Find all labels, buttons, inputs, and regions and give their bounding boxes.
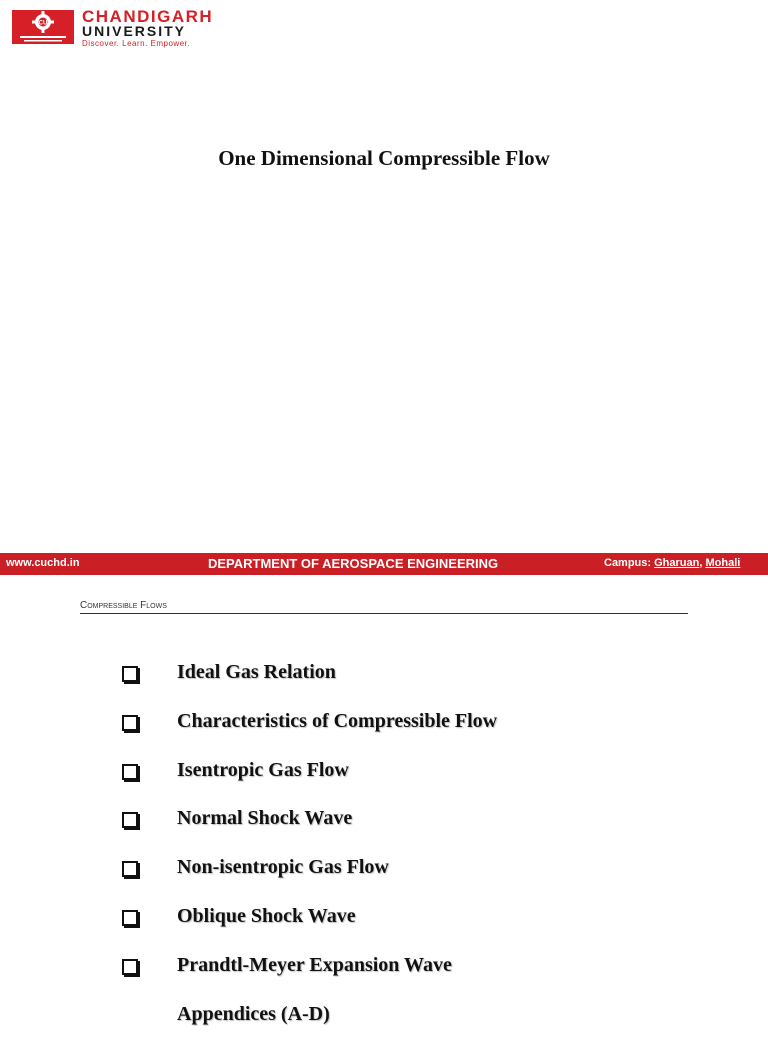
campus-place-1: Gharuan <box>654 557 700 569</box>
campus-separator: , <box>699 557 703 569</box>
university-logo <box>12 7 332 48</box>
logo-emblem <box>12 10 74 44</box>
list-item-label: Appendices (A-D) <box>177 1002 330 1025</box>
checkbox-bullet-icon <box>122 910 138 926</box>
logo-line1: CHANDIGARH <box>82 7 214 26</box>
list-item-label: Normal Shock Wave <box>177 807 353 830</box>
footer-bar <box>0 553 768 575</box>
checkbox-bullet-icon <box>122 959 138 975</box>
footer-department: DEPARTMENT OF AEROSPACE ENGINEERING <box>208 556 499 571</box>
section-header: Compressible Flows <box>80 600 688 614</box>
logo-badge-text: CU <box>38 20 48 27</box>
campus-label: Campus: <box>604 557 652 569</box>
gear-emblem-icon <box>12 10 74 44</box>
logo-tagline: Discover. Learn. Empower. <box>82 39 191 48</box>
list-item-label: Characteristics of Compressible Flow <box>177 709 498 732</box>
list-item-label: Isentropic Gas Flow <box>177 758 349 781</box>
campus-place-2: Mohali <box>705 557 741 569</box>
logo-wordmark <box>82 7 214 48</box>
checkbox-bullet-icon <box>122 812 138 828</box>
checkbox-bullet-icon <box>122 666 138 682</box>
checkbox-bullet-icon <box>122 764 138 780</box>
list-item-label: Oblique Shock Wave <box>177 904 356 927</box>
logo-line2: UNIVERSITY <box>82 23 187 39</box>
list-item-label: Non-isentropic Gas Flow <box>177 856 389 879</box>
slide-title: One Dimensional Compressible Flow <box>218 146 550 170</box>
checkbox-bullet-icon <box>122 715 138 731</box>
footer-url[interactable]: www.cuchd.in <box>6 557 80 569</box>
list-item-label: Prandtl-Meyer Expansion Wave <box>177 953 452 976</box>
checkbox-bullet-icon <box>122 861 138 877</box>
footer-campus <box>604 557 740 569</box>
list-item-label: Ideal Gas Relation <box>177 661 336 683</box>
